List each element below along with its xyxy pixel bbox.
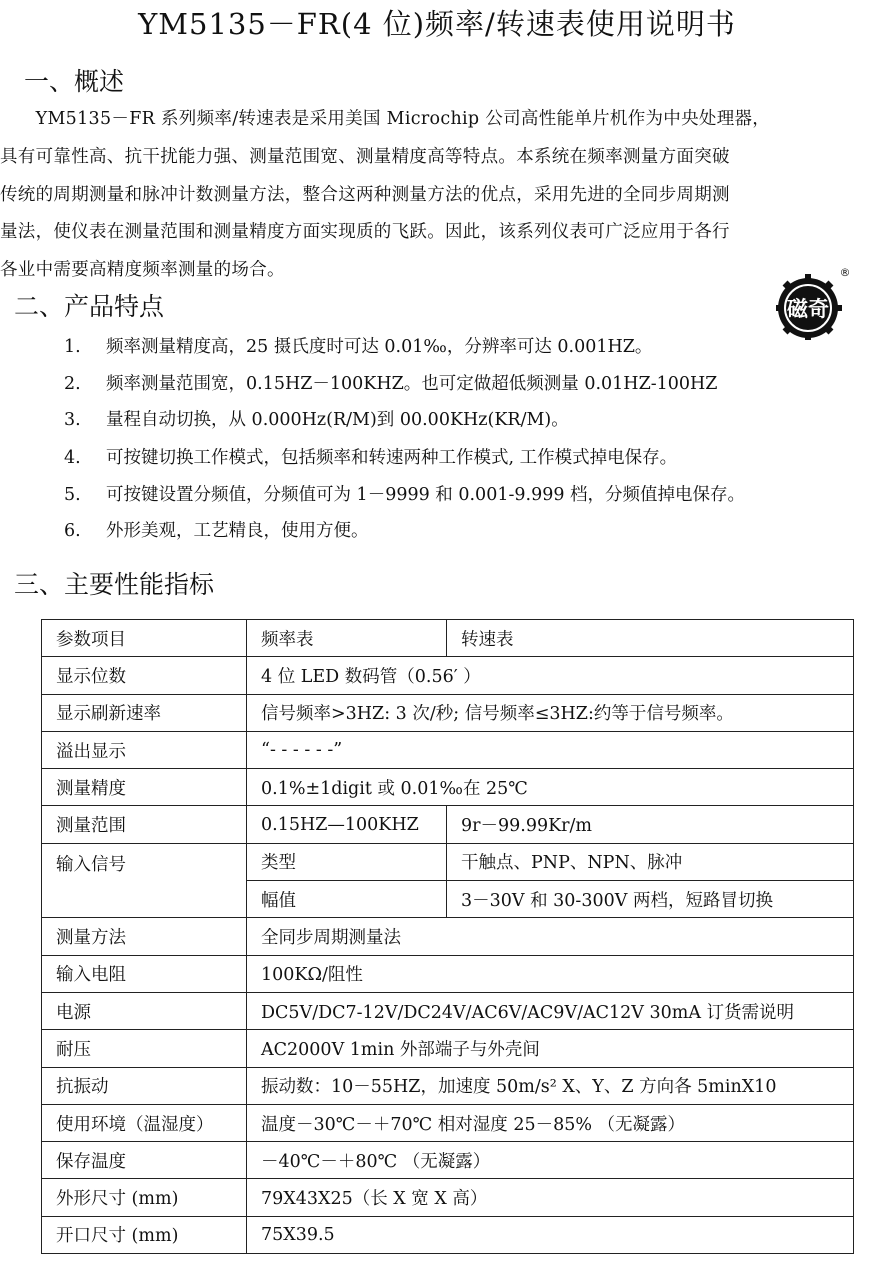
row-value-freq: 0.15HZ—100KHZ [247,806,447,843]
row-value: 75X39.5 [247,1216,854,1253]
table-row [42,955,854,992]
row-value: 100KΩ/阻性 [247,955,854,992]
row-value: 振动数：10－55HZ，加速度 50m/s² X、Y、Z 方向各 5minX10 [247,1067,854,1104]
feature-number: 3. [64,410,81,430]
row-label: 保存温度 [42,1142,247,1179]
feature-item [64,444,677,469]
row-label: 电源 [42,992,247,1029]
table-row [42,843,854,880]
table-row [42,1104,854,1141]
row-value: 温度－30℃－＋70℃ 相对湿度 25－85% （无凝露） [247,1104,854,1141]
overview-line: 量法，使仪表在测量范围和测量精度方面实现质的飞跃。因此，该系列仪表可广泛应用于各行 [0,222,730,242]
feature-text: 外形美观，工艺精良，使用方便。 [106,521,369,541]
logo-text: 磁奇 [787,297,829,321]
row-label: 显示刷新速率 [42,694,247,731]
section-heading-specs: 三、主要性能指标 [14,570,215,599]
feature-number: 5. [64,485,81,505]
row-label: 测量方法 [42,918,247,955]
table-row [42,1067,854,1104]
table-row [42,992,854,1029]
row-value: 79X43X25（长 X 宽 X 高） [247,1179,854,1216]
document-title: YM5135－FR(4 位)频率/转速表使用说明书 [138,7,736,41]
row-label: 开口尺寸 (mm) [42,1216,247,1253]
table-row [42,1179,854,1216]
table-row [42,806,854,843]
registered-mark: ® [839,266,851,279]
feature-number: 4. [64,448,81,468]
feature-text: 频率测量精度高，25 摄氏度时可达 0.01‰，分辨率可达 0.001HZ。 [106,337,653,357]
table-row [42,1030,854,1067]
feature-item [64,517,369,542]
table-row [42,657,854,694]
row-label: 显示位数 [42,657,247,694]
row-value: 0.1%±1digit 或 0.01‰在 25℃ [247,769,854,806]
table-row [42,918,854,955]
row-label: 溢出显示 [42,731,247,768]
feature-number: 2. [64,374,81,394]
row-value: －40℃－＋80℃ （无凝露） [247,1142,854,1179]
section-heading-features: 二、产品特点 [14,292,165,321]
table-header-row [42,620,854,657]
feature-item [64,406,569,431]
row-label: 输入电阻 [42,955,247,992]
row-value: DC5V/DC7-12V/DC24V/AC6V/AC9V/AC12V 30mA 订货需说明 [247,992,854,1029]
row-label: 测量精度 [42,769,247,806]
feature-text: 可按键设置分频值，分频值可为 1－9999 和 0.001-9.999 档，分频值掉电保存。 [106,485,746,505]
row-value: AC2000V 1min 外部端子与外壳间 [247,1030,854,1067]
table-row [42,694,854,731]
brand-logo [776,264,852,340]
spec-table [41,619,854,1254]
row-label: 测量范围 [42,806,247,843]
overview-line: 各业中需要高精度频率测量的场合。 [0,260,285,280]
feature-text: 量程自动切换，从 0.000Hz(R/M)到 00.00KHz(KR/M)。 [106,410,569,430]
overview-line: 具有可靠性高、抗干扰能力强、测量范围宽、测量精度高等特点。本系统在频率测量方面突破 [0,147,730,167]
section-heading-overview: 一、概述 [24,67,125,96]
sub-label: 类型 [247,843,447,880]
row-value-rpm: 9r－99.99Kr/m [447,806,854,843]
row-value: “- - - - - -” [247,731,854,768]
feature-item [64,481,745,506]
row-label: 抗振动 [42,1067,247,1104]
feature-text: 频率测量范围宽，0.15HZ－100KHZ。也可定做超低频测量 0.01HZ-100HZ [106,374,718,394]
feature-number: 1. [64,337,81,357]
sub-value: 干触点、PNP、NPN、脉冲 [447,843,854,880]
header-cell: 转速表 [447,620,854,657]
feature-item [64,333,652,358]
row-label: 外形尺寸 (mm) [42,1179,247,1216]
sub-value: 3－30V 和 30-300V 两档，短路冒切换 [447,881,854,918]
row-value: 信号频率>3HZ: 3 次/秒; 信号频率≤3HZ:约等于信号频率。 [247,694,854,731]
overview-line: 传统的周期测量和脉冲计数测量方法，整合这两种测量方法的优点，采用先进的全同步周期测 [0,185,730,205]
feature-text: 可按键切换工作模式，包括频率和转速两种工作模式, 工作模式掉电保存。 [106,448,678,468]
feature-number: 6. [64,521,81,541]
header-cell: 参数项目 [42,620,247,657]
sub-label: 幅值 [247,881,447,918]
overview-line: YM5135－FR 系列频率/转速表是采用美国 Microchip 公司高性能单片机作为中央处理器， [0,109,771,129]
row-value: 全同步周期测量法 [247,918,854,955]
table-row [42,769,854,806]
row-label: 使用环境（温湿度） [42,1104,247,1141]
row-value: 4 位 LED 数码管（0.56′ ） [247,657,854,694]
feature-item [64,370,717,395]
table-row [42,1142,854,1179]
table-row [42,731,854,768]
row-label: 输入信号 [42,843,247,918]
row-label: 耐压 [42,1030,247,1067]
table-row [42,1216,854,1253]
header-cell: 频率表 [247,620,447,657]
